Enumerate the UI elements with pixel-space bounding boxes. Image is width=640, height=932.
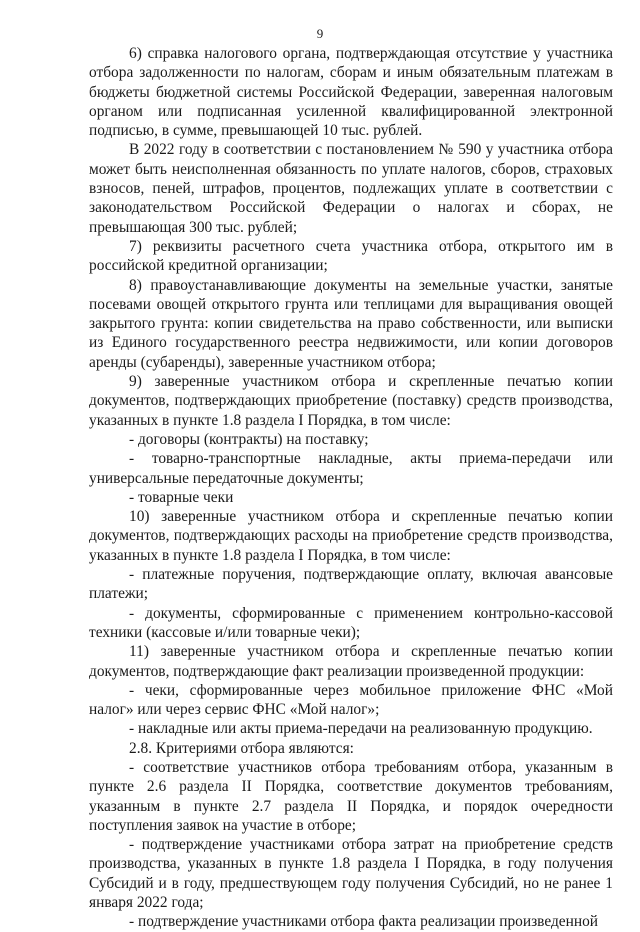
list-item-criteria-sales: - подтверждение участниками отбора факта реализации произведенной	[129, 913, 599, 931]
list-item-criteria-compliance: - соответствие участников отбора требованиям отбора, указанным в пункте 2.6 раздела II Порядка, соответствие документов требованиям, указанным в пункте 2.7 раздела II Порядка, и порядок очередности поступления заявок на участие в отборе;	[89, 758, 613, 834]
list-item-fns-checks: - чеки, сформированные через мобильное приложение ФНС «Мой налог» или через сервис ФНС «Мой налог»;	[89, 681, 613, 719]
list-item-payment-orders: - платежные поручения, подтверждающие оплату, включая авансовые платежи;	[89, 566, 613, 603]
section-heading-2-8: 2.8. Критериями отбора являются:	[129, 739, 354, 757]
list-item-waybills: - товарно-транспортные накладные, акты приема-передачи или универсальные передаточные документы;	[89, 450, 613, 487]
list-item-receipts: - товарные чеки	[129, 488, 234, 506]
list-item-cash-documents: - документы, сформированные с применением контрольно-кассовой техники (кассовые и/или товарные чеки);	[89, 604, 613, 641]
paragraph-item-10: 10) заверенные участником отбора и скрепленные печатью копии документов, подтверждающих расходы на приобретение средств производства, указанных в пункте 1.8 раздела I Порядка, в том числе:	[89, 508, 613, 564]
list-item-contracts: - договоры (контракты) на поставку;	[129, 430, 369, 448]
paragraph-item-9: 9) заверенные участником отбора и скрепленные печатью копии документов, подтверждающих приобретение (поставку) средств производства, указанных в пункте 1.8 раздела I Порядка, в том числе:	[89, 373, 613, 429]
paragraph-item-7: 7) реквизиты расчетного счета участника отбора, открытого им в российской кредитной организации;	[89, 237, 613, 275]
document-body	[89, 44, 613, 932]
paragraph-debt-2022: В 2022 году в соответствии с постановлением № 590 у участника отбора может быть неисполненная обязанность по уплате налогов, сборов, страховых взносов, пеней, штрафов, процентов, подлежащих уплате в соответствии с законодательством Российской Федерации о налогах и сборах, не превышающая 300 тыс. рублей;	[89, 141, 613, 236]
paragraph-item-11: 11) заверенные участником отбора и скрепленные печатью копии документов, подтверждающие факт реализации произведенной продукции:	[89, 643, 613, 680]
paragraph-item-6: 6) справка налогового органа, подтверждающая отсутствие у участника отбора задолженности по налогам, сборам и иным обязательным платежам в бюджеты бюджетной системы Российской Федерации, заверенная налоговым органом или подписанная усиленной квалифицированной электронной подписью, в сумме, превышающей 10 тыс. рублей.	[89, 45, 613, 140]
page-number: 9	[316, 26, 324, 41]
list-item-criteria-costs: - подтверждение участниками отбора затрат на приобретение средств производства, указанных в пункте 1.8 раздела I Порядка, в году получения Субсидий и в году, предшествующем году получения Субсидий, но не ранее 1 января 2022 года;	[89, 836, 613, 912]
list-item-invoices: - накладные или акты приема-передачи на реализованную продукцию.	[129, 720, 593, 738]
paragraph-item-8: 8) правоустанавливающие документы на земельные участки, занятые посевами овощей открытого грунта или теплицами для выращивания овощей закрытого грунта: копии свидетельства на право собственности, или выписки из Единого государственного реестра недвижимости, или копии договоров аренды (субаренды), заверенные участником отбора;	[89, 276, 613, 371]
